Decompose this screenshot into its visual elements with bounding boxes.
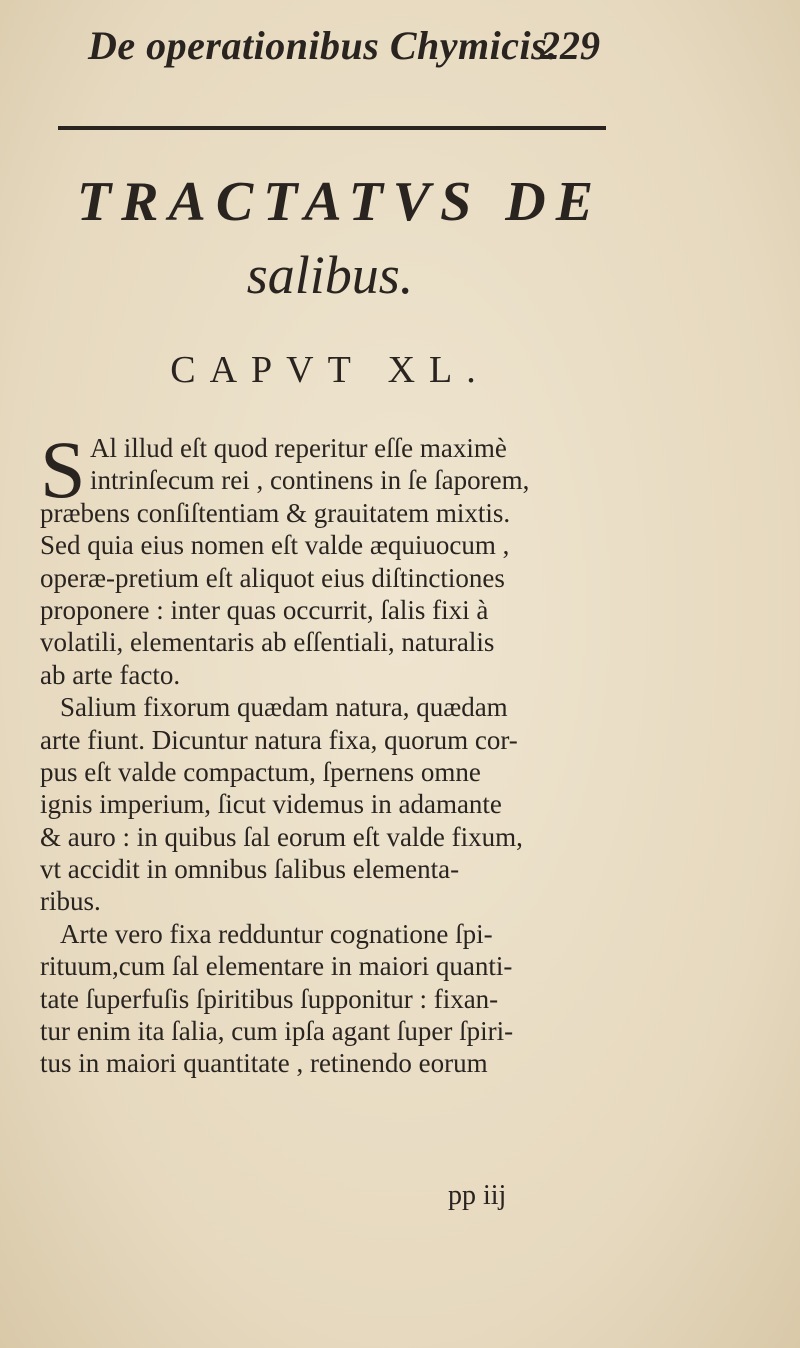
text-line: volatili, elementaris ab eſſentiali, naturalis: [40, 627, 495, 658]
paragraph-3: [40, 918, 630, 1080]
text-line: ribus.: [40, 886, 101, 917]
text-line: arte fiunt. Dicuntur natura fixa, quorum cor-: [40, 724, 518, 755]
signature-mark: pp iij: [448, 1180, 507, 1211]
body-text: [40, 424, 630, 1080]
treatise-title: TRACTATVS DE: [76, 171, 604, 233]
running-head: [0, 18, 800, 78]
text-line: tur enim ita ſalia, cum ipſa agant ſuper ſpiri-: [40, 1016, 514, 1047]
text-line: tate ſuperfuſis ſpiritibus ſupponitur : fixan-: [40, 983, 499, 1014]
text-line: proponere : inter quas occurrit, ſalis fixi à: [40, 594, 489, 625]
text-line: Sed quia eius nomen eſt valde æquiuocum ,: [40, 530, 510, 561]
text-line: rituum,cum ſal elementare in maiori quanti-: [40, 951, 513, 982]
text-line: præbens conſiſtentiam & grauitatem mixtis.: [40, 497, 511, 528]
text-line: & auro : in quibus ſal eorum eſt valde fixum,: [40, 821, 523, 852]
text-line: Arte vero fixa redduntur cognatione ſpi-: [60, 918, 493, 949]
text-line: intrinſecum rei , continens in ſe ſaporem,: [90, 465, 530, 496]
text-line: operæ-pretium eſt aliquot eius diſtinctiones: [40, 562, 505, 593]
text-line: ignis imperium, ſicut videmus in adamante: [40, 789, 502, 820]
text-line: ab arte facto.: [40, 659, 181, 690]
drop-cap: S: [40, 424, 86, 515]
treatise-subtitle: salibus.: [246, 245, 414, 305]
text-line: tus in maiori quantitate , retinendo eorum: [40, 1048, 488, 1079]
paragraph-2: [40, 691, 630, 918]
paragraph-1: [40, 424, 630, 691]
horizontal-rule: [58, 126, 606, 130]
text-line: pus eſt valde compactum, ſpernens omne: [40, 756, 481, 787]
running-title: De operationibus Chymicis.: [88, 23, 558, 68]
text-line: vt accidit in omnibus ſalibus elementa-: [40, 854, 460, 885]
text-line: Salium fixorum quædam natura, quædam: [60, 692, 508, 723]
chapter-heading: CAPVT XL.: [170, 349, 490, 391]
text-line: Al illud eſt quod reperitur eſſe maximè: [90, 433, 507, 463]
page-number: 229: [540, 23, 600, 68]
